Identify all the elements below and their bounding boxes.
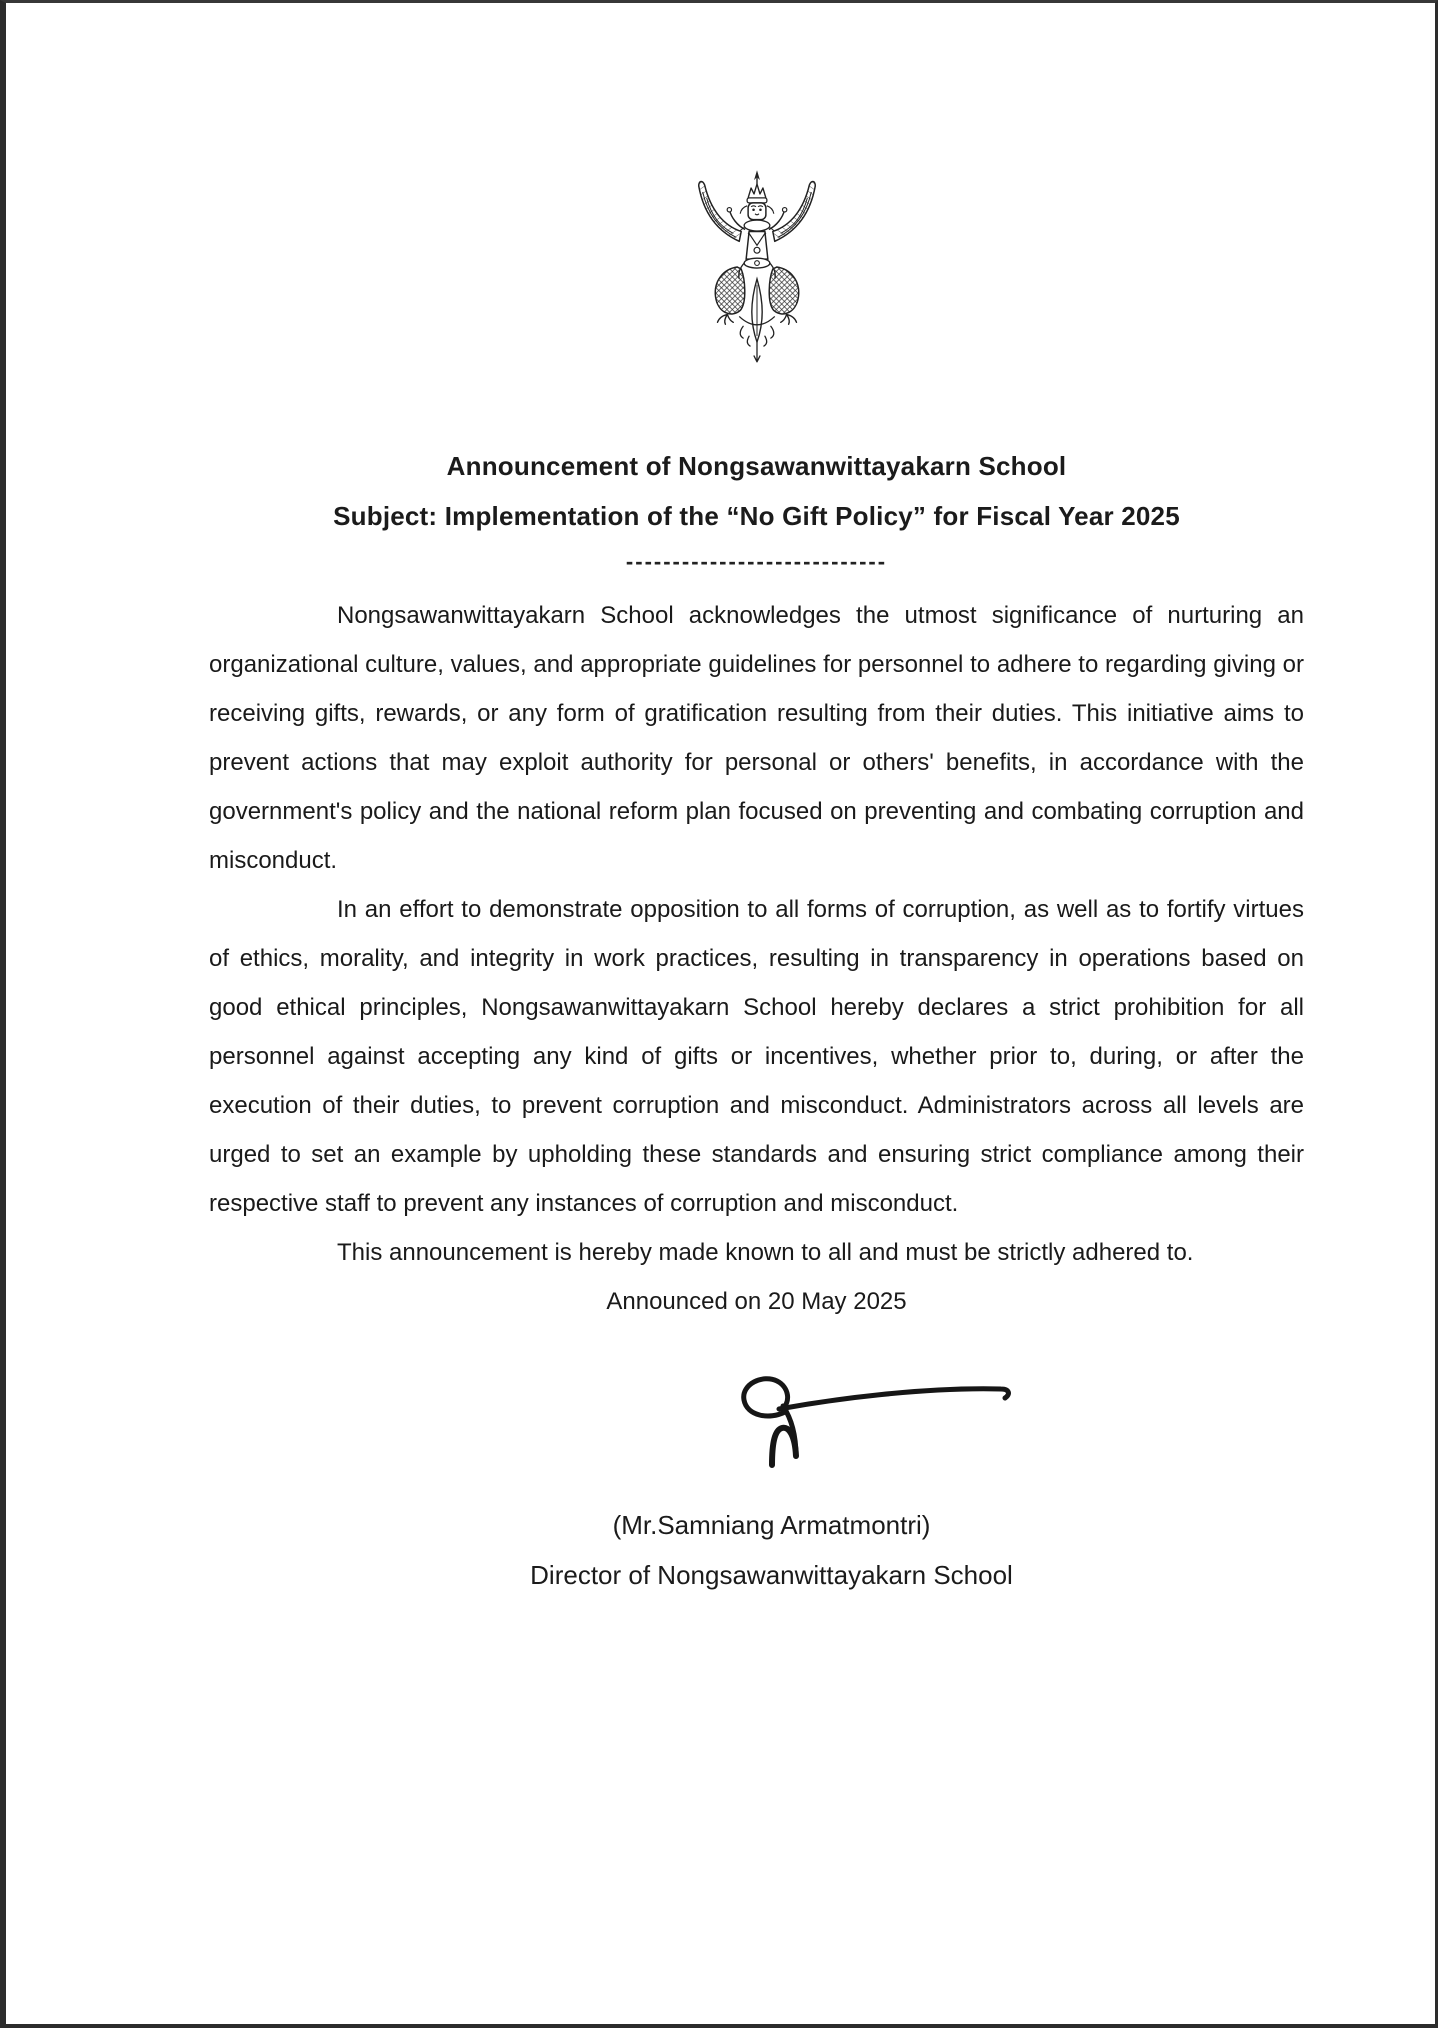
signatory-name: (Mr.Samniang Armatmontri): [612, 1510, 931, 1540]
paragraph-2: In an effort to demonstrate opposition to all forms of corruption, as well as to fortify virtues of ethics, morality, and integrity in work practices, resulting in transparency in operations based on good ethical principles, Nongsawanwittayakarn School hereby declares a strict prohibition for all personnel against accepting any kind of gifts or incentives, whether prior to, during, or after the execution of their duties, to prevent corruption and misconduct. Administrators across all levels are urged to set an example by upholding these standards and ensuring strict compliance among their respective staff to prevent any instances of corruption and misconduct.: [209, 896, 1304, 1217]
document-subject: Subject: Implementation of the “No Gift Policy” for Fiscal Year 2025: [333, 501, 1180, 531]
separator-dashes: ----------------------------: [625, 549, 888, 574]
signatory-block: [239, 1500, 1304, 1600]
garuda-emblem: [678, 168, 836, 371]
signatory-title: Director of Nongsawanwittayakarn School: [530, 1560, 1013, 1590]
document-title: Announcement of Nongsawanwittayakarn School: [446, 451, 1067, 481]
announced-date: Announced on 20 May 2025: [606, 1288, 907, 1315]
signature: [739, 1372, 1029, 1480]
closing-line: This announcement is hereby made known to all and must be strictly adhered to.: [337, 1239, 1194, 1266]
garuda-icon: [678, 168, 836, 371]
document-content: [209, 168, 1304, 1600]
paragraph-1: Nongsawanwittayakarn School acknowledges the utmost significance of nurturing an organizational culture, values, and appropriate guidelines for personnel to adhere to regarding giving or receiving gifts, rewards, or any form of gratification resulting from their duties. This initiative aims to prevent actions that may exploit authority for personal or others' benefits, in accordance with the government's policy and the national reform plan focused on preventing and combating corruption and misconduct.: [209, 602, 1304, 874]
signature-icon: [739, 1372, 1029, 1480]
